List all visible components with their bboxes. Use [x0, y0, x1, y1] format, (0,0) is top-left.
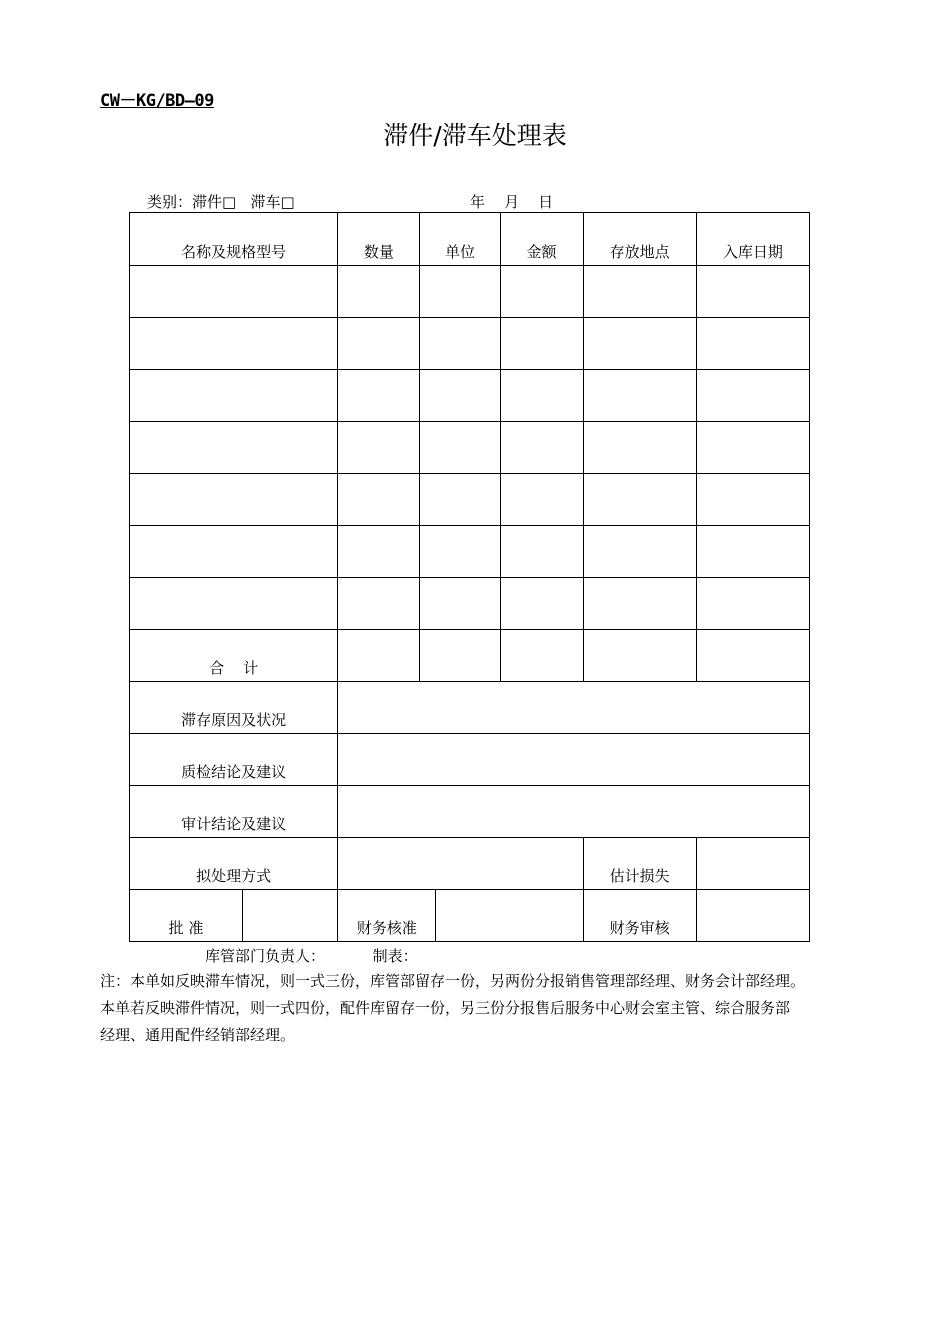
- category-selection: 类别：滞件□ 滞车□: [147, 193, 295, 211]
- cell-amount[interactable]: [500, 474, 583, 526]
- approve-label: 批 准: [130, 890, 243, 942]
- document-code: CW－KG/BD—09: [100, 91, 214, 111]
- header-location: 存放地点: [583, 213, 696, 266]
- note-line: 注：本单如反映滞车情况，则一式三份，库管部留存一份，另两份分报销售管理部经理、财务会计部经理。: [100, 972, 806, 990]
- total-amount[interactable]: [500, 630, 583, 682]
- finance-review-label: 财务审核: [583, 890, 696, 942]
- quality-value[interactable]: [338, 734, 810, 786]
- reason-value[interactable]: [338, 682, 810, 734]
- reason-label: 滞存原因及状况: [130, 682, 338, 734]
- table-row: [130, 474, 810, 526]
- approval-row: [130, 890, 810, 942]
- total-row: [130, 630, 810, 682]
- finance-review-value[interactable]: [696, 890, 809, 942]
- cell-stock-date[interactable]: [696, 474, 809, 526]
- quality-row: [130, 734, 810, 786]
- cell-unit[interactable]: [420, 318, 500, 370]
- cell-location[interactable]: [583, 266, 696, 318]
- cell-name-spec[interactable]: [130, 474, 338, 526]
- audit-value[interactable]: [338, 786, 810, 838]
- table-row: [130, 526, 810, 578]
- table-row: [130, 318, 810, 370]
- estimated-loss-label: 估计损失: [583, 838, 696, 890]
- cell-quantity[interactable]: [338, 474, 420, 526]
- cell-name-spec[interactable]: [130, 370, 338, 422]
- table-row: [130, 578, 810, 630]
- header-row: [130, 213, 810, 266]
- page-title: 滞件/滞车处理表: [383, 121, 567, 150]
- total-quantity[interactable]: [338, 630, 420, 682]
- cell-unit[interactable]: [420, 266, 500, 318]
- reason-row: [130, 682, 810, 734]
- proposed-method-label: 拟处理方式: [130, 838, 338, 890]
- cell-amount[interactable]: [500, 578, 583, 630]
- total-stock-date[interactable]: [696, 630, 809, 682]
- quality-label: 质检结论及建议: [130, 734, 338, 786]
- cell-amount[interactable]: [500, 370, 583, 422]
- header-unit: 单位: [420, 213, 500, 266]
- method-row: [130, 838, 810, 890]
- cell-location[interactable]: [583, 370, 696, 422]
- cell-location[interactable]: [583, 526, 696, 578]
- cell-stock-date[interactable]: [696, 526, 809, 578]
- header-name-spec: 名称及规格型号: [130, 213, 338, 266]
- cell-stock-date[interactable]: [696, 578, 809, 630]
- cell-unit[interactable]: [420, 474, 500, 526]
- header-stock-date: 入库日期: [696, 213, 809, 266]
- cell-quantity[interactable]: [338, 526, 420, 578]
- signature-line: 库管部门负责人： 制表：: [205, 947, 418, 965]
- date-field: 年 月 日: [470, 193, 554, 211]
- cell-quantity[interactable]: [338, 370, 420, 422]
- cell-quantity[interactable]: [338, 422, 420, 474]
- cell-amount[interactable]: [500, 422, 583, 474]
- header-amount: 金额: [500, 213, 583, 266]
- cell-unit[interactable]: [420, 422, 500, 474]
- estimated-loss-value[interactable]: [696, 838, 809, 890]
- cell-quantity[interactable]: [338, 578, 420, 630]
- header-quantity: 数量: [338, 213, 420, 266]
- table-row: [130, 370, 810, 422]
- total-unit[interactable]: [420, 630, 500, 682]
- cell-unit[interactable]: [420, 526, 500, 578]
- cell-quantity[interactable]: [338, 266, 420, 318]
- total-location[interactable]: [583, 630, 696, 682]
- cell-name-spec[interactable]: [130, 266, 338, 318]
- note-line: 本单若反映滞件情况，则一式四份，配件库留存一份，另三份分报售后服务中心财会室主管、综合服务部: [100, 999, 791, 1017]
- audit-row: [130, 786, 810, 838]
- cell-amount[interactable]: [500, 526, 583, 578]
- cell-stock-date[interactable]: [696, 422, 809, 474]
- approve-value[interactable]: [243, 890, 338, 942]
- finance-approve-value[interactable]: [436, 890, 583, 942]
- cell-amount[interactable]: [500, 318, 583, 370]
- table-row: [130, 422, 810, 474]
- finance-approve-label: 财务核准: [338, 890, 436, 942]
- cell-quantity[interactable]: [338, 318, 420, 370]
- cell-location[interactable]: [583, 318, 696, 370]
- table-row: [130, 266, 810, 318]
- cell-location[interactable]: [583, 422, 696, 474]
- audit-label: 审计结论及建议: [130, 786, 338, 838]
- note-block: [100, 968, 860, 1049]
- cell-unit[interactable]: [420, 578, 500, 630]
- cell-name-spec[interactable]: [130, 318, 338, 370]
- cell-name-spec[interactable]: [130, 526, 338, 578]
- total-label: 合 计: [130, 630, 338, 682]
- cell-name-spec[interactable]: [130, 422, 338, 474]
- cell-stock-date[interactable]: [696, 370, 809, 422]
- processing-table: [129, 212, 810, 942]
- note-line: 经理、通用配件经销部经理。: [100, 1026, 296, 1044]
- cell-stock-date[interactable]: [696, 266, 809, 318]
- proposed-method-value[interactable]: [338, 838, 583, 890]
- cell-amount[interactable]: [500, 266, 583, 318]
- cell-unit[interactable]: [420, 370, 500, 422]
- cell-location[interactable]: [583, 578, 696, 630]
- cell-name-spec[interactable]: [130, 578, 338, 630]
- cell-location[interactable]: [583, 474, 696, 526]
- cell-stock-date[interactable]: [696, 318, 809, 370]
